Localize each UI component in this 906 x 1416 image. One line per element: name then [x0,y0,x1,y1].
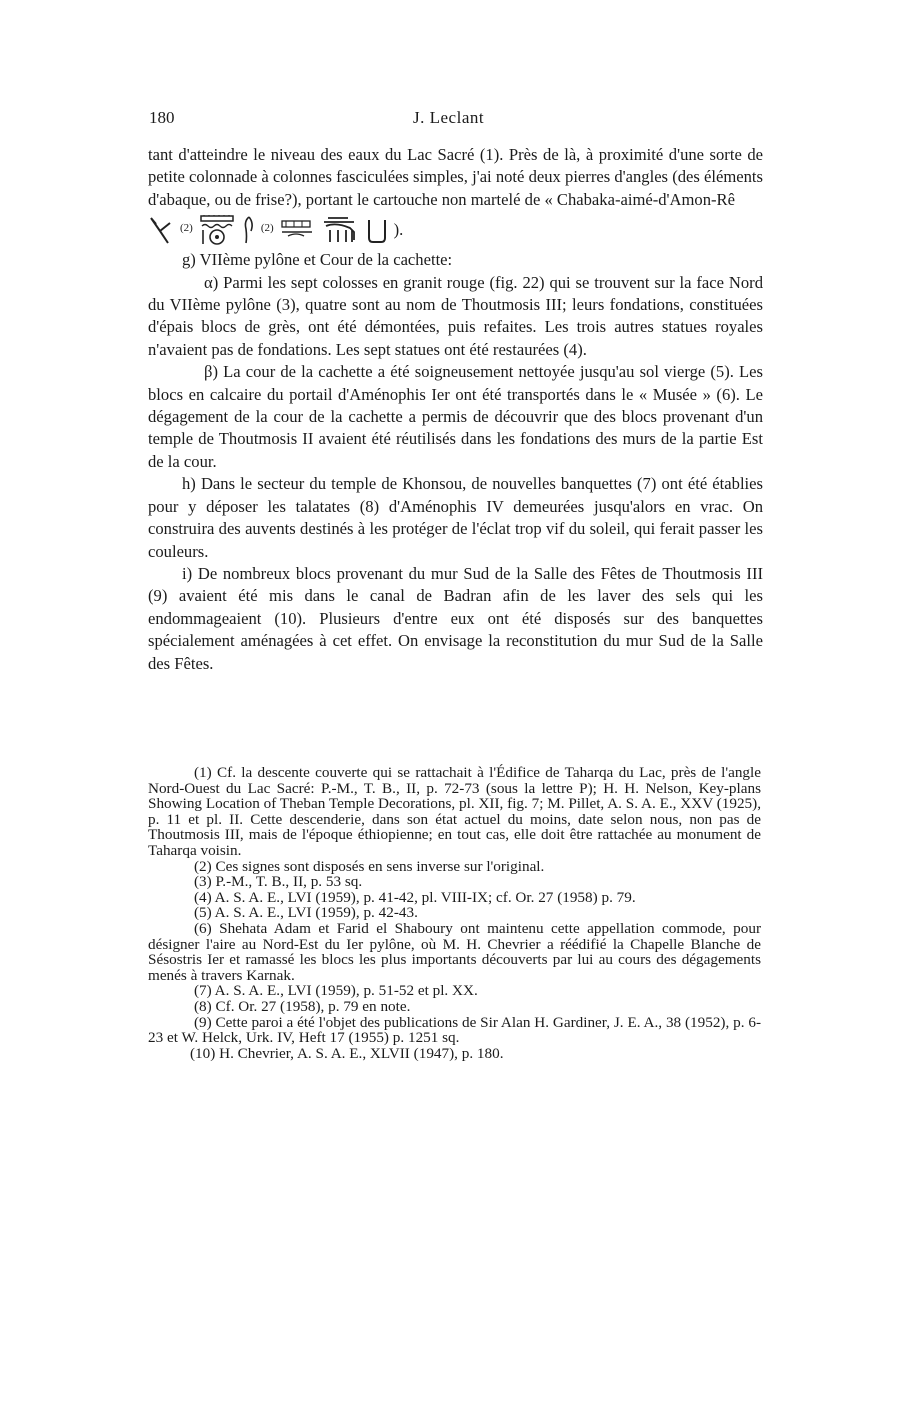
hieroglyph-close: ). [393,220,404,240]
footnote-3: (3) P.-M., T. B., II, p. 53 sq. [194,873,363,891]
section-g-heading: g) VIIème pylône et Cour de la cachette: [182,250,453,270]
footnote-2: (2) Ces signes sont disposés en sens inverse sur l'original. [194,857,545,875]
footnote-10: (10) H. Chevrier, A. S. A. E., XLVII (1947), p. 180. [190,1044,504,1062]
footnote-7: (7) A. S. A. E., LVI (1959), p. 51-52 et pl. XX. [194,982,478,1000]
hieroglyph-sign-1-icon [148,215,174,245]
hieroglyph-reed-icon [243,215,255,245]
paragraph-continuation: tant d'atteindre le niveau des eaux du Lac Sacré (1). Près de là, à proximité d'une sorte de petite colonnade à colonnes fasciculées simples, j'ai noté deux pierres d'angles (des éléments d'abaque, ou de frise?), portant le cartouche non martelé de « Chabaka-aimé-d'Amon-Rê [148,145,763,209]
footnote-6: (6) Shehata Adam et Farid el Shaboury ont maintenu cette appellation commode, pour désigner l'aire au Nord-Est du Ier pylône, où M. H. Chevrier a réédifié la Chapelle Blanche de Sésostris Ier et ramassé les blocs les plus importants découverts par lui au cours des dégagements menés à travers Karnak. [148,919,761,984]
footnote-1: (1) Cf. la descente couverte qui se rattachait à l'Édifice de Taharqa du Lac, près de l'angle Nord-Ouest du Lac Sacré: P.-M., T. B., II, p. 72-73 (sous la lettre P); H. H. Nelson, Key-plans Showing Location of Theban Temple Decorations, pl. XII, fig. 7; M. Pillet, A. S. A. E., XXV (1925), p. 11 et pl. II. Cette descenderie, dans son état actuel du moins, date selon nous, non pas de Thoutmosis III, mais de l'époque éthiopienne; en tout cas, elle doit être rattachée au monument de Taharqa voisin. [148,764,761,859]
hieroglyph-ref-1: (2) [180,222,193,235]
hieroglyph-ref-2: (2) [260,222,274,235]
footnotes [148,765,761,1061]
hieroglyph-sun-group-icon [199,214,237,246]
footnote-4: (4) A. S. A. E., LVI (1959), p. 41-42, pl. VIII-IX; cf. Or. 27 (1958) p. 79. [194,888,636,906]
running-title: J. Leclant [413,108,485,127]
paragraph-alpha: α) Parmi les sept colosses en granit rouge (fig. 22) qui se trouvent sur la face Nord du VIIème pylône (3), quatre sont au nom de Thoutmosis III; leurs fondations, constituées d'épais blocs de grès, ont été démontées, puis refaites. Les trois autres statues royales n'avaient pas de fondations. Les sept statues ont été restaurées (4). [148,272,763,359]
footnote-5: (5) A. S. A. E., LVI (1959), p. 42-43. [194,904,418,922]
hieroglyph-ram-icon [320,216,360,244]
footnote-8: (8) Cf. Or. 27 (1958), p. 79 en note. [194,997,411,1015]
main-text [148,144,763,675]
hieroglyph-cartouche-end-icon [366,216,388,244]
footnote-9: (9) Cette paroi a été l'objet des publications de Sir Alan H. Gardiner, J. E. A., 38 (1952), p. 6-23 et W. Helck, Urk. IV, Heft 17 (1955) p. 1251 sq. [148,1013,761,1047]
paragraph-i: i) De nombreux blocs provenant du mur Sud de la Salle des Fêtes de Thoutmosis III (9) avaient été mis dans le canal de Badran afin de les laver des sels qui les endommageaient (10). Plusieurs d'entre eux ont été disposés sur des banquettes spécialement aménagées à cet effet. On envisage la reconstitution du mur Sud de la Salle des Fêtes. [148,563,763,673]
hieroglyph-line [148,213,763,247]
paragraph-beta: β) La cour de la cachette a été soigneusement nettoyée jusqu'au sol vierge (5). Les blocs en calcaire du portail d'Aménophis Ier ont été transportés dans le « Musée » (6). Le dégagement de la cour de la cachette a permis de découvrir que des blocs provenant d'un temple de Thoutmosis II avaient été réutilisés dans les fondations des murs de la partie Est de la cour. [148,362,763,471]
page-number: 180 [149,108,175,127]
paragraph-h: h) Dans le secteur du temple de Khonsou, de nouvelles banquettes (7) ont été établies pour y déposer les talatates (8) d'Aménophis IV demeurées jusqu'alors en vrac. On construira des auvents destinés à les protéger de l'éclat trop vif du soleil, qui ferait passer les couleurs. [148,474,763,561]
hieroglyph-amun-group-icon [280,218,314,242]
